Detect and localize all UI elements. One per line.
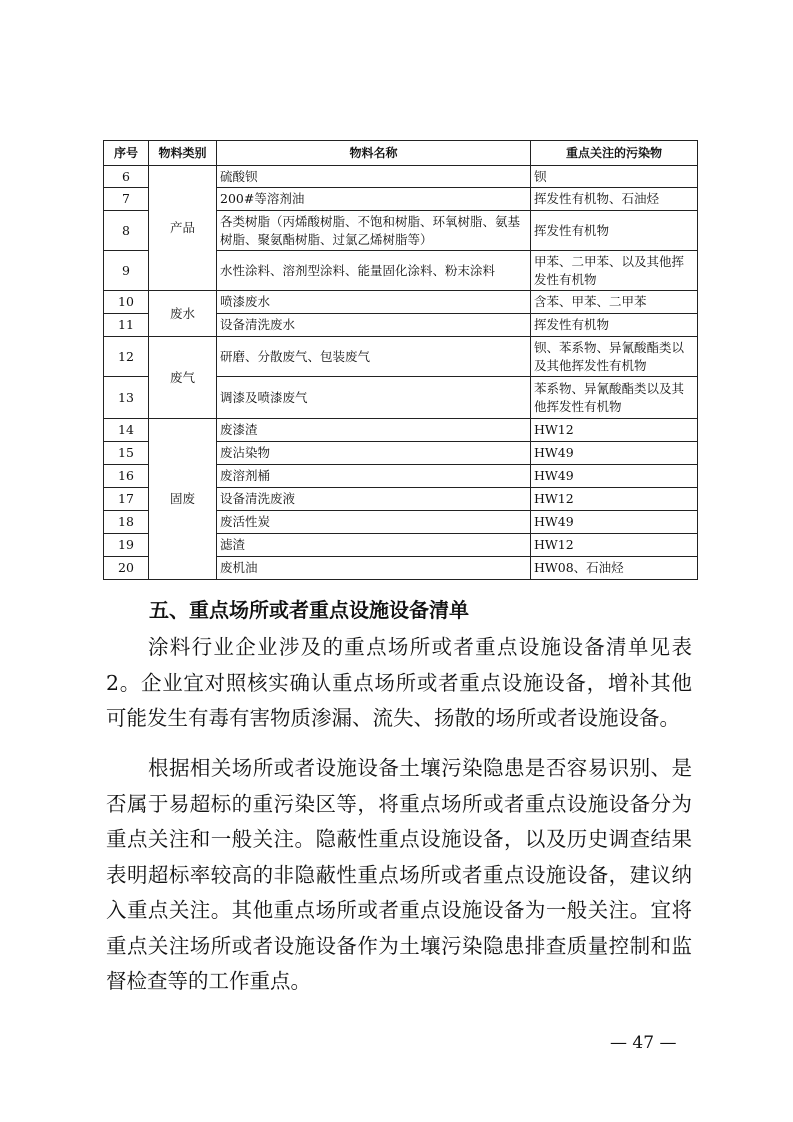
row-pollutant: 钡 — [531, 166, 698, 188]
row-no: 19 — [104, 534, 149, 557]
row-no: 10 — [104, 291, 149, 314]
row-name: 废沾染物 — [217, 442, 531, 465]
row-name: 设备清洗废水 — [217, 314, 531, 337]
body-paragraph: 根据相关场所或者设施设备土壤污染隐患是否容易识别、是否属于易超标的重污染区等，将重点场所或者重点设施设备分为重点关注和一般关注。隐蔽性重点设施设备，以及历史调查结果表明超标率较高的非隐蔽性重点场所或者重点设施设备，建议纳入重点关注。其他重点场所或者重点设施设备为一般关注。宜将重点关注场所或者设施设备作为土壤污染隐患排查质量控制和监督检查等的工作重点。 — [106, 756, 692, 993]
row-name: 硫酸钡 — [217, 166, 531, 188]
category-solidwaste: 固废 — [149, 419, 217, 580]
row-no: 17 — [104, 488, 149, 511]
row-pollutant: 钡、苯系物、异氰酸酯类以及其他挥发性有机物 — [531, 337, 698, 377]
table-row — [104, 291, 698, 314]
row-pollutant: HW12 — [531, 534, 698, 557]
row-no: 7 — [104, 188, 149, 211]
row-name: 废机油 — [217, 557, 531, 580]
row-no: 12 — [104, 337, 149, 377]
row-no: 18 — [104, 511, 149, 534]
row-pollutant: 挥发性有机物、石油烃 — [531, 188, 698, 211]
row-pollutant: 挥发性有机物 — [531, 314, 698, 337]
body-paragraph: 涂料行业企业涉及的重点场所或者重点设施设备清单见表2。企业宜对照核实确认重点场所或者重点设施设备，增补其他可能发生有毒有害物质渗漏、流失、扬散的场所或者设施设备。 — [106, 635, 692, 730]
table-row — [104, 419, 698, 442]
row-pollutant: HW12 — [531, 419, 698, 442]
row-pollutant: HW49 — [531, 442, 698, 465]
table-header-row — [104, 141, 698, 166]
header-category: 物料类别 — [149, 141, 217, 166]
row-no: 9 — [104, 251, 149, 291]
row-name: 研磨、分散废气、包装废气 — [217, 337, 531, 377]
row-name: 废活性炭 — [217, 511, 531, 534]
row-name: 滤渣 — [217, 534, 531, 557]
row-name: 废溶剂桶 — [217, 465, 531, 488]
category-wastegas: 废气 — [149, 337, 217, 419]
header-pollutant: 重点关注的污染物 — [531, 141, 698, 166]
row-pollutant: 含苯、甲苯、二甲苯 — [531, 291, 698, 314]
row-name: 喷漆废水 — [217, 291, 531, 314]
row-no: 20 — [104, 557, 149, 580]
row-no: 16 — [104, 465, 149, 488]
row-no: 8 — [104, 211, 149, 251]
row-name: 废漆渣 — [217, 419, 531, 442]
page-number: — 47 — — [610, 1033, 677, 1053]
category-product: 产品 — [149, 166, 217, 291]
row-pollutant: 挥发性有机物 — [531, 211, 698, 251]
row-pollutant: 甲苯、二甲苯、以及其他挥发性有机物 — [531, 251, 698, 291]
row-name: 200#等溶剂油 — [217, 188, 531, 211]
row-name: 调漆及喷漆废气 — [217, 377, 531, 419]
row-no: 15 — [104, 442, 149, 465]
row-no: 11 — [104, 314, 149, 337]
row-name: 水性涂料、溶剂型涂料、能量固化涂料、粉末涂料 — [217, 251, 531, 291]
row-no: 6 — [104, 166, 149, 188]
row-pollutant: 苯系物、异氰酸酯类以及其他挥发性有机物 — [531, 377, 698, 419]
row-no: 13 — [104, 377, 149, 419]
header-no: 序号 — [104, 141, 149, 166]
row-pollutant: HW12 — [531, 488, 698, 511]
row-name: 设备清洗废液 — [217, 488, 531, 511]
table-row — [104, 337, 698, 377]
row-pollutant: HW49 — [531, 511, 698, 534]
row-pollutant: HW49 — [531, 465, 698, 488]
section-heading: 五、重点场所或者重点设施设备清单 — [149, 598, 469, 622]
pollutant-table — [103, 140, 698, 580]
row-name: 各类树脂（丙烯酸树脂、不饱和树脂、环氧树脂、氨基树脂、聚氨酯树脂、过氯乙烯树脂等） — [217, 211, 531, 251]
row-pollutant: HW08、石油烃 — [531, 557, 698, 580]
table-row — [104, 166, 698, 188]
category-wastewater: 废水 — [149, 291, 217, 337]
row-no: 14 — [104, 419, 149, 442]
header-material-name: 物料名称 — [217, 141, 531, 166]
